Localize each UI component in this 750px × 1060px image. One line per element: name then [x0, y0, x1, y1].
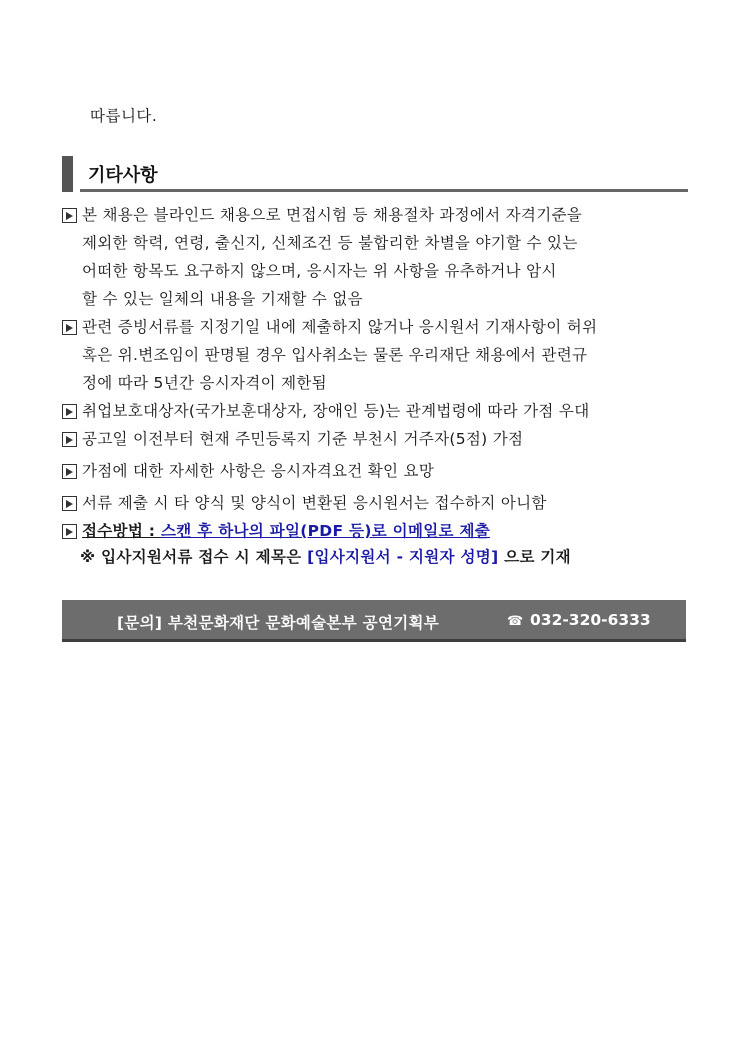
list-item-line: 혹은 위.변조임이 판명될 경우 입사취소는 물론 우리재단 채용에서 관련규: [82, 346, 588, 364]
list-item: [62, 313, 690, 397]
list-item: [62, 397, 690, 425]
list-item-line: 관련 증빙서류를 지정기일 내에 제출하지 않거나 응시원서 기재사항이 허위: [82, 318, 598, 336]
note-highlight: [입사지원서 - 지원자 성명]: [307, 548, 499, 566]
section-title: 기타사항: [88, 165, 158, 186]
list-item-line: 공고일 이전부터 현재 주민등록지 기준 부천시 거주자(5점) 가점: [82, 430, 524, 448]
bullet-list: [62, 201, 690, 545]
list-item: [62, 425, 690, 453]
arrow-box-icon: [62, 208, 77, 223]
contact-box: [62, 600, 686, 642]
note-prefix: ※ 입사지원서류 접수 시 제목은: [80, 548, 308, 566]
section-rule: [80, 189, 688, 192]
list-item-line: 본 채용은 블라인드 채용으로 면접시험 등 채용절차 과정에서 자격기준을: [82, 206, 583, 224]
contact-label: [문의] 부천문화재단 문화예술본부 공연기획부: [117, 614, 440, 632]
arrow-box-icon: [62, 524, 77, 539]
list-item: [62, 489, 690, 517]
submission-value: 스캔 후 하나의 파일(PDF 등)로 이메일로 제출: [160, 522, 491, 540]
arrow-box-icon: [62, 320, 77, 335]
list-item-line: 취업보호대상자(국가보훈대상자, 장애인 등)는 관계법령에 따라 가점 우대: [82, 402, 590, 420]
arrow-box-icon: [62, 432, 77, 447]
list-item-line: 서류 제출 시 타 양식 및 양식이 변환된 응시원서는 접수하지 아니함: [82, 494, 547, 512]
list-item-line: 가점에 대한 자세한 사항은 응시자격요건 확인 요망: [82, 462, 435, 480]
submission-method: [82, 517, 690, 545]
continued-text: 따릅니다.: [90, 107, 158, 125]
phone-icon: ☎: [507, 614, 524, 629]
section-bar: [62, 156, 73, 192]
submission-method-item: [62, 517, 690, 545]
arrow-box-icon: [62, 464, 77, 479]
list-item-line: 제외한 학력, 연령, 출신지, 신체조건 등 불합리한 차별을 야기할 수 있는: [82, 234, 578, 252]
list-item: [62, 201, 690, 313]
title-note: [80, 545, 571, 567]
section-header: [62, 156, 688, 192]
arrow-box-icon: [62, 404, 77, 419]
list-item: [62, 457, 690, 485]
list-item-line: 어떠한 항목도 요구하지 않으며, 응시자는 위 사항을 유추하거나 암시: [82, 262, 557, 280]
note-suffix: 으로 기재: [498, 548, 571, 566]
list-item-line: 할 수 있는 일체의 내용을 기재할 수 없음: [82, 290, 363, 308]
arrow-box-icon: [62, 496, 77, 511]
contact-phone: 032-320-6333: [530, 611, 651, 629]
list-item-line: 정에 따라 5년간 응시자격이 제한됨: [82, 374, 327, 392]
submission-label: 접수방법 :: [82, 522, 161, 540]
